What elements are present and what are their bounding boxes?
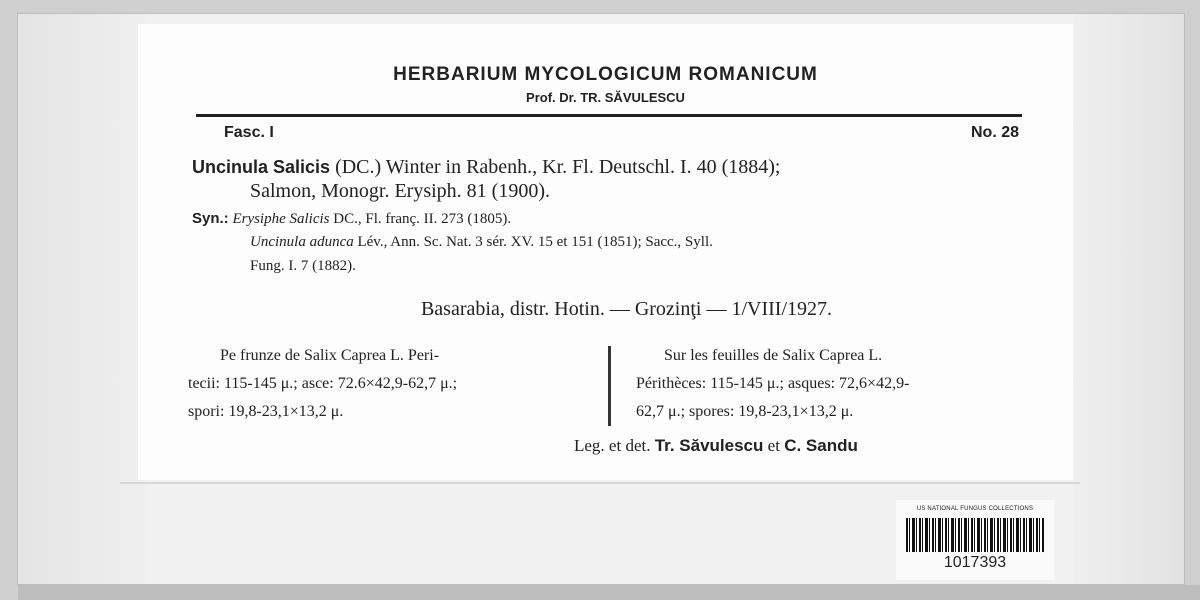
envelope-fold: [120, 482, 1080, 484]
synonym-1-name: Erysiphe Salicis: [232, 211, 330, 227]
collector-name-1: Tr. Săvulescu: [654, 436, 764, 455]
envelope-bottom-edge: [18, 585, 1200, 600]
collector-joiner: et: [763, 436, 785, 455]
description-french: [636, 342, 1026, 426]
species-citation-line2: Salmon, Monogr. Erysiph. 81 (1900).: [250, 180, 550, 202]
species-citation: [192, 156, 781, 179]
label-title: HERBARIUM MYCOLOGICUM ROMANICUM: [393, 64, 818, 85]
description-fr-line: Périthèces: 115-145 μ.; asques: 72,6×42,9-: [636, 375, 910, 392]
envelope-left-flap: [18, 14, 148, 584]
barcode-number: 1017393: [943, 554, 1007, 571]
description-ro-line: Pe frunze de Salix Caprea L. Peri-: [220, 347, 440, 364]
species-citation-line1: (DC.) Winter in Rabenh., Kr. Fl. Deutschl. I. 40 (1884);: [330, 156, 781, 178]
description-fr-line: 62,7 μ.; spores: 19,8-23,1×13,2 μ.: [636, 403, 854, 420]
synonym-label: Syn.:: [192, 210, 229, 227]
herbarium-label: [138, 24, 1073, 480]
synonym-1-citation: DC., Fl. franç. II. 273 (1805).: [329, 211, 512, 227]
collector-prefix: Leg. et det.: [574, 436, 655, 455]
specimen-number: No. 28: [970, 124, 1019, 141]
description-ro-line: tecii: 115-145 μ.; asce: 72.6×42,9-62,7 μ.;: [188, 375, 458, 392]
synonym-2-name: Uncinula adunca: [250, 234, 354, 250]
column-divider: [608, 346, 611, 426]
synonym-row-1: [192, 210, 511, 228]
label-subtitle: Prof. Dr. TR. SĂVULESCU: [526, 90, 685, 105]
description-fr-line: Sur les feuilles de Salix Caprea L.: [664, 347, 883, 364]
barcode-icon: [906, 518, 1044, 552]
synonym-2-citation: Lév., Ann. Sc. Nat. 3 sér. XV. 15 et 151 (1851); Sacc., Syll.: [353, 234, 713, 250]
collector-name-2: C. Sandu: [784, 436, 858, 455]
envelope-right-flap: [1074, 14, 1184, 584]
description-ro-line: spori: 19,8-23,1×13,2 μ.: [188, 403, 344, 420]
collector-line: [574, 436, 858, 456]
collection-locality: Basarabia, distr. Hotin. — Grozinţi — 1/VIII/1927.: [420, 298, 833, 320]
description-romanian: [188, 342, 606, 426]
species-name: Uncinula Salicis: [192, 157, 331, 177]
fascicle-number: Fasc. I: [224, 124, 274, 141]
header-rule: [196, 114, 1022, 117]
barcode-caption: US NATIONAL FUNGUS COLLECTIONS: [916, 506, 1034, 512]
synonym-row-2: [250, 234, 713, 251]
synonym-row-3: Fung. I. 7 (1882).: [250, 258, 356, 274]
barcode-label: [896, 500, 1054, 580]
